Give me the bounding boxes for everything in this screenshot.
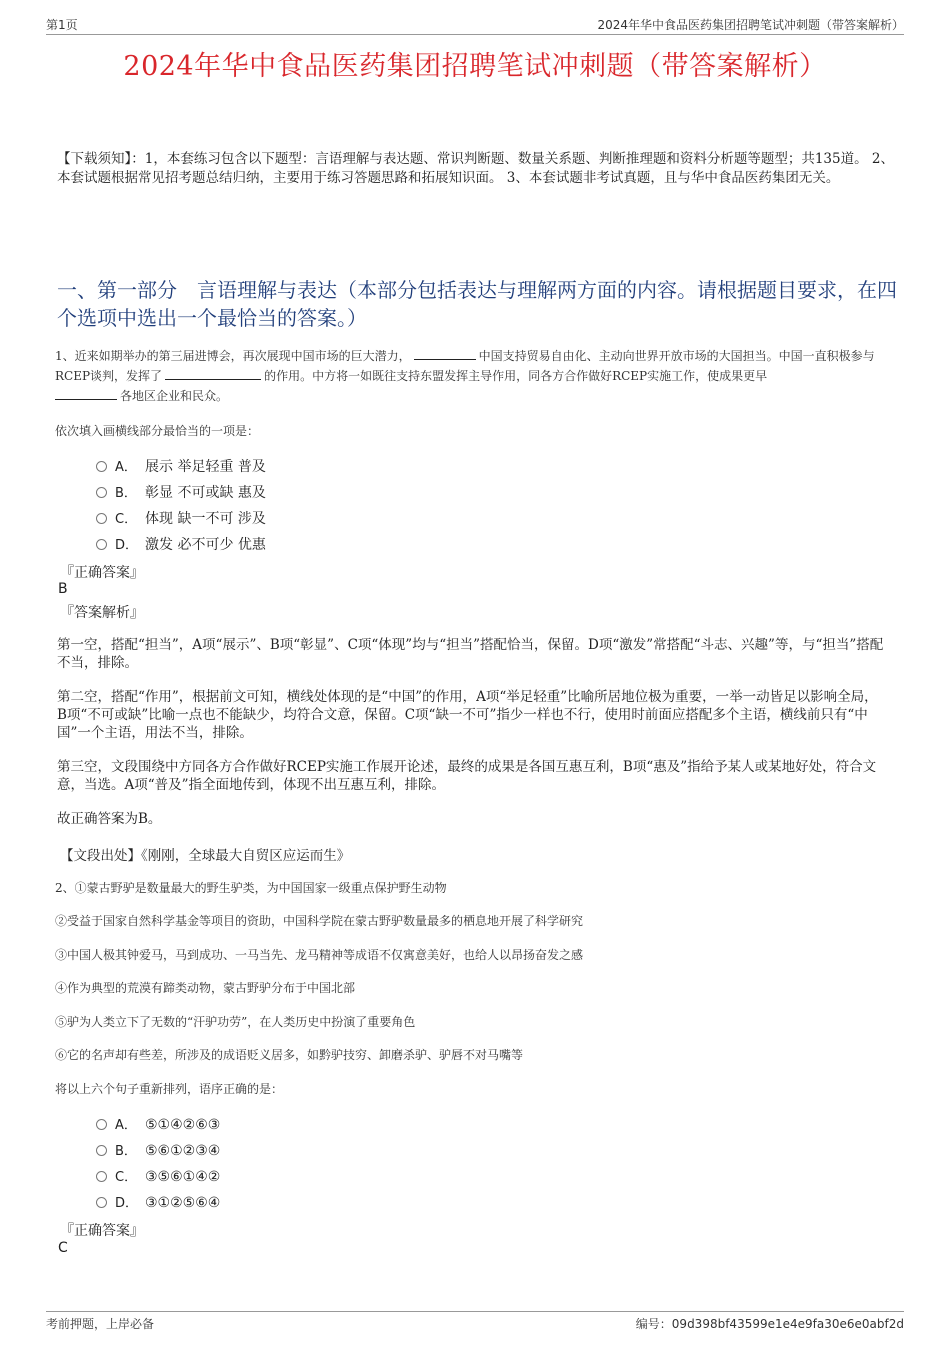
q1-option-a[interactable]: A． 展示 举足轻重 普及 — [96, 456, 266, 476]
q2-option-b[interactable]: B． ⑤⑥①②③④ — [96, 1140, 220, 1160]
radio-button[interactable] — [96, 513, 107, 524]
radio-button[interactable] — [96, 1171, 107, 1182]
q1-option-d[interactable]: D． 激发 必不可少 优惠 — [96, 534, 266, 554]
q2-sentence: ④作为典型的荒漠有蹄类动物，蒙古野驴分布于中国北部 — [55, 981, 356, 995]
download-notice: 【下载须知】：1，本套练习包含以下题型：言语理解与表达题、常识判断题、数量关系题、判断推理题和资料分析题等题型；共135道。 2、本套试题根据常见招考题总结归纳，主要用于练习答题思路和拓展知识面。 3、本套试题非考试真题，且与华中食品医药集团无关。 — [57, 151, 894, 186]
q2-option-a[interactable]: A． ⑤①④②⑥③ — [96, 1114, 220, 1134]
page-number: 第1页 — [46, 18, 78, 32]
blank-1 — [414, 347, 476, 360]
question-1-part-2: 中国支持贸易自由化、主动向世界开放市场的大国担当。中国一直积极参与RCEP谈判，发挥了 — [55, 349, 875, 383]
q2-option-d[interactable]: D． ③①②⑤⑥④ — [96, 1192, 220, 1212]
q2-answer: C — [58, 1240, 68, 1256]
q2-option-c[interactable]: C． ③⑤⑥①④② — [96, 1166, 220, 1186]
q1-conclusion: 故正确答案为B。 — [57, 811, 162, 827]
radio-button[interactable] — [96, 1145, 107, 1156]
q1-analysis-paragraph: 第一空，搭配“担当”，A项“展示”、B项“彰显”、C项“体现”均与“担当”搭配恰当，保留。D项“激发”常搭配“斗志、兴趣”等，与“担当”搭配不当，排除。 — [57, 637, 884, 671]
q1-answer: B — [58, 581, 68, 597]
q2-sentence: ⑤驴为人类立下了无数的“汗驴功劳”，在人类历史中扮演了重要角色 — [55, 1015, 416, 1029]
footer-slogan: 考前押题，上岸必备 — [46, 1317, 155, 1331]
q1-answer-label: 『正确答案』 — [60, 565, 144, 581]
q1-analysis-paragraph: 第二空，搭配“作用”，根据前文可知，横线处体现的是“中国”的作用，A项“举足轻重”比喻所居地位极为重要，一举一动皆足以影响全局，B项“不可或缺”比喻一点也不能缺少，均符合文意，保留。C项“缺一不可”指少一样也不行，使用时前面应搭配多个主语，横线前只有“中国”一个主语，用法不当，排除。 — [57, 689, 878, 741]
section-heading: 一、第一部分 言语理解与表达（本部分包括表达与理解两方面的内容。请根据题目要求，在四个选项中选出一个最恰当的答案。） — [57, 278, 897, 330]
question-1-stem — [55, 346, 905, 406]
question-1-part-1: 1、近来如期举办的第三届进博会，再次展现中国市场的巨大潜力， — [55, 349, 411, 363]
q1-option-b[interactable]: B． 彰显 不可或缺 惠及 — [96, 482, 266, 502]
header-doc-title: 2024年华中食品医药集团招聘笔试冲刺题（带答案解析） — [597, 18, 904, 32]
q2-answer-label: 『正确答案』 — [60, 1223, 144, 1239]
document-title: 2024年华中食品医药集团招聘笔试冲刺题（带答案解析） — [123, 51, 827, 82]
radio-button[interactable] — [96, 1119, 107, 1130]
question-1-part-4: 各地区企业和民众。 — [120, 389, 229, 403]
radio-button[interactable] — [96, 487, 107, 498]
q1-source: 【文段出处】《刚刚，全球最大自贸区应运而生》 — [60, 848, 351, 864]
radio-button[interactable] — [96, 1197, 107, 1208]
question-2-instruction: 将以上六个句子重新排列，语序正确的是： — [55, 1082, 284, 1096]
page-header — [46, 14, 904, 35]
blank-3 — [55, 387, 117, 400]
question-1-part-3: 的作用。中方将一如既往支持东盟发挥主导作用，同各方合作做好RCEP实施工作，使成果更早 — [264, 369, 768, 383]
q2-sentence: ③中国人极其钟爱马，马到成功、一马当先、龙马精神等成语不仅寓意美好，也给人以昂扬奋发之感 — [55, 948, 584, 962]
q2-sentence: ②受益于国家自然科学基金等项目的资助，中国科学院在蒙古野驴数量最多的栖息地开展了科学研究 — [55, 914, 584, 928]
q1-analysis-label: 『答案解析』 — [60, 605, 144, 621]
q2-sentence: 2、①蒙古野驴是数量最大的野生驴类，为中国国家一级重点保护野生动物 — [55, 881, 447, 895]
radio-button[interactable] — [96, 461, 107, 472]
page-footer — [46, 1311, 904, 1334]
question-1-instruction: 依次填入画横线部分最恰当的一项是： — [55, 424, 260, 438]
q1-analysis-paragraph: 第三空，文段围绕中方同各方合作做好RCEP实施工作展开论述，最终的成果是各国互惠互利，B项“惠及”指给予某人或某地好处，符合文意，当选。A项“普及”指全面地传到，体现不出互惠互利，排除。 — [57, 759, 877, 793]
q1-option-c[interactable]: C． 体现 缺一不可 涉及 — [96, 508, 266, 528]
blank-2 — [165, 367, 261, 380]
footer-code: 编号：09d398bf43599e1e4e9fa30e6e0abf2d — [635, 1317, 904, 1331]
radio-button[interactable] — [96, 539, 107, 550]
q2-sentence: ⑥它的名声却有些差，所涉及的成语贬义居多，如黔驴技穷、卸磨杀驴、驴唇不对马嘴等 — [55, 1048, 524, 1062]
